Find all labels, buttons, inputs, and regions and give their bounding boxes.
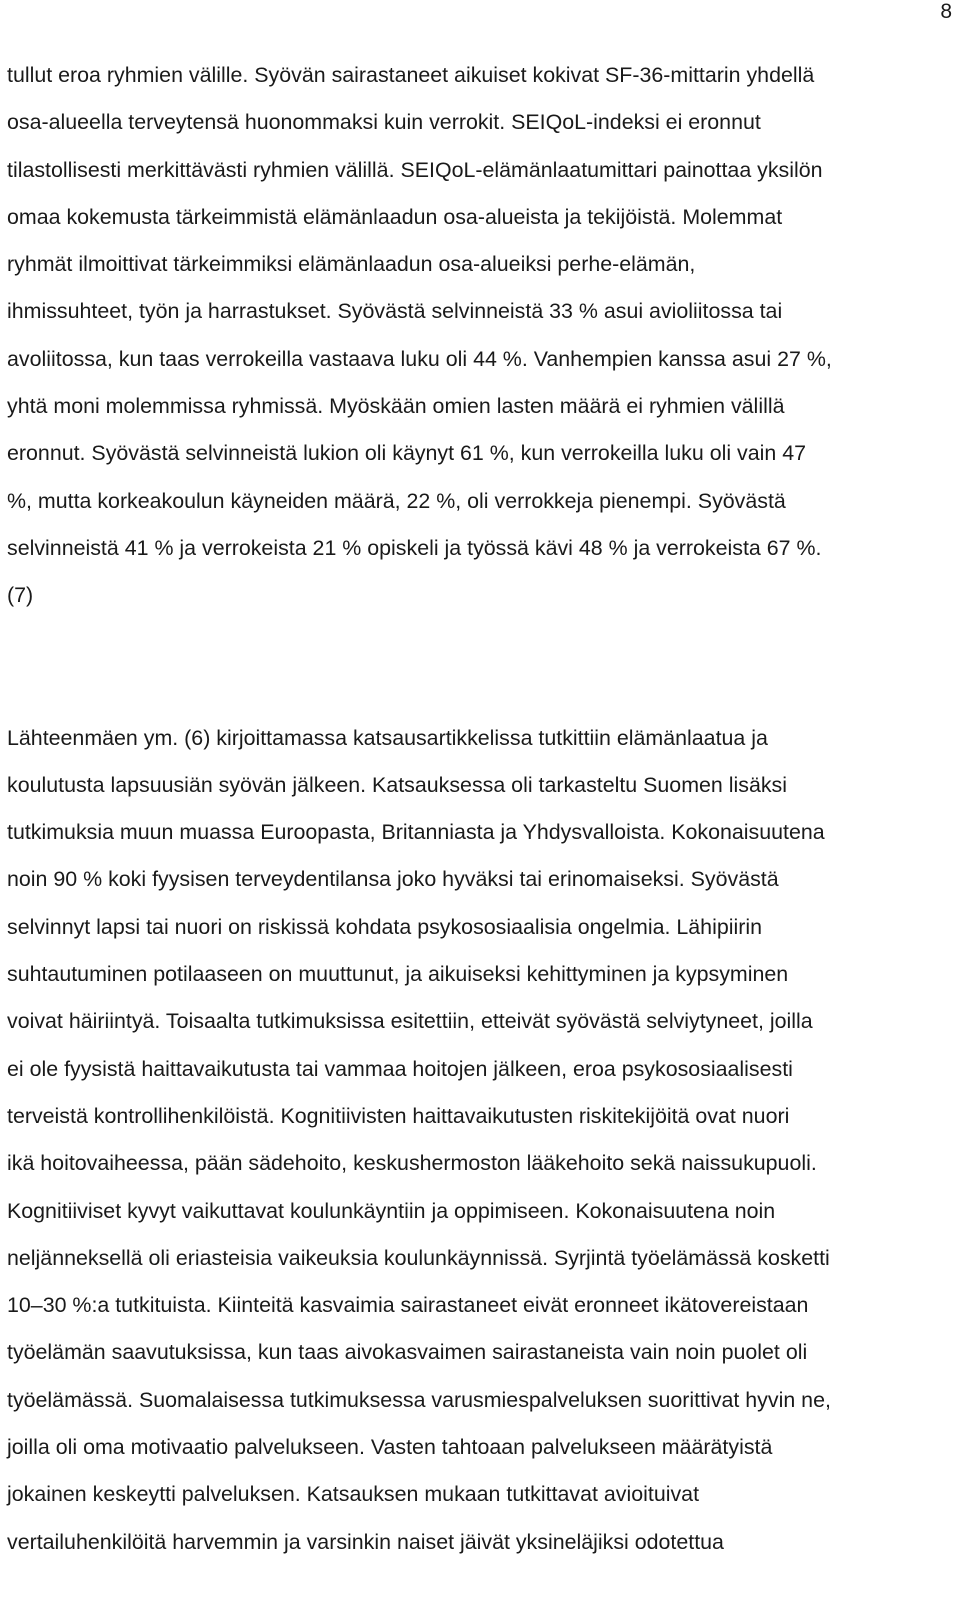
text-line: eronnut. Syövästä selvinneistä lukion oli käynyt 61 %, kun verrokeilla luku oli vain 47 bbox=[7, 441, 807, 466]
text-line: tilastollisesti merkittävästi ryhmien välillä. SEIQoL-elämänlaatumittari painottaa yksilön bbox=[7, 157, 823, 182]
text-line: terveistä kontrollihenkilöistä. Kognitiivisten haittavaikutusten riskitekijöitä ovat nuori bbox=[7, 1103, 790, 1128]
text-line: tutkimuksia muun muassa Euroopasta, Britanniasta ja Yhdysvalloista. Kokonaisuutena bbox=[7, 820, 825, 845]
text-line: 10–30 %:a tutkituista. Kiinteitä kasvaimia sairastaneet eivät eronneet ikätovereistaan bbox=[7, 1293, 809, 1318]
text-line: Lähteenmäen ym. (6) kirjoittamassa katsausartikkelissa tutkittiin elämänlaatua ja bbox=[7, 725, 768, 750]
text-line: suhtautuminen potilaaseen on muuttunut, ja aikuiseksi kehittyminen ja kypsyminen bbox=[7, 962, 789, 987]
text-line: vertailuhenkilöitä harvemmin ja varsinkin naiset jäivät yksineläjiksi odotettua bbox=[7, 1529, 724, 1554]
text-line: koulutusta lapsuusiän syövän jälkeen. Katsauksessa oli tarkasteltu Suomen lisäksi bbox=[7, 772, 787, 797]
text-line: (7) bbox=[7, 583, 34, 608]
paragraph-spacer bbox=[7, 620, 957, 715]
paragraph-1 bbox=[7, 52, 957, 620]
document-body bbox=[7, 52, 957, 1566]
text-line: voivat häiriintyä. Toisaalta tutkimuksissa esitettiin, etteivät syövästä selviytyneet, joilla bbox=[7, 1009, 813, 1034]
text-line: ei ole fyysistä haittavaikutusta tai vammaa hoitojen jälkeen, eroa psykososiaalisesti bbox=[7, 1056, 793, 1081]
text-line: työelämässä. Suomalaisessa tutkimuksessa varusmiespalveluksen suorittivat hyvin ne, bbox=[7, 1387, 831, 1412]
text-line: selvinneistä 41 % ja verrokeista 21 % opiskeli ja työssä kävi 48 % ja verrokeista 67 %. bbox=[7, 535, 822, 560]
text-line: ryhmät ilmoittivat tärkeimmiksi elämänlaadun osa-alueiksi perhe-elämän, bbox=[7, 252, 696, 277]
paragraph-2 bbox=[7, 715, 957, 1566]
text-line: yhtä moni molemmissa ryhmissä. Myöskään omien lasten määrä ei ryhmien välillä bbox=[7, 394, 785, 419]
text-line: tullut eroa ryhmien välille. Syövän sairastaneet aikuiset kokivat SF-36-mittarin yhdellä bbox=[7, 63, 815, 87]
text-line: neljänneksellä oli eriasteisia vaikeuksia koulunkäynnissä. Syrjintä työelämässä kosketti bbox=[7, 1245, 830, 1270]
text-line: omaa kokemusta tärkeimmistä elämänlaadun osa-alueista ja tekijöistä. Molemmat bbox=[7, 204, 783, 229]
page-number: 8 bbox=[940, 0, 952, 23]
text-line: ikä hoitovaiheessa, pään sädehoito, keskushermoston lääkehoito sekä naissukupuoli. bbox=[7, 1151, 817, 1176]
text-line: avoliitossa, kun taas verrokeilla vastaava luku oli 44 %. Vanhempien kanssa asui 27 %, bbox=[7, 346, 832, 371]
text-line: joilla oli oma motivaatio palvelukseen. Vasten tahtoaan palvelukseen määrätyistä bbox=[7, 1435, 773, 1460]
text-line: Kognitiiviset kyvyt vaikuttavat koulunkäyntiin ja oppimiseen. Kokonaisuutena noin bbox=[7, 1198, 776, 1223]
text-line: %, mutta korkeakoulun käyneiden määrä, 22 %, oli verrokkeja pienempi. Syövästä bbox=[7, 488, 786, 513]
text-line: työelämän saavutuksissa, kun taas aivokasvaimen sairastaneista vain noin puolet oli bbox=[7, 1340, 808, 1365]
text-line: osa-alueella terveytensä huonommaksi kuin verrokit. SEIQoL-indeksi ei eronnut bbox=[7, 110, 761, 135]
text-line: ihmissuhteet, työn ja harrastukset. Syövästä selvinneistä 33 % asui avioliitossa tai bbox=[7, 299, 783, 324]
text-line: noin 90 % koki fyysisen terveydentilansa joko hyväksi tai erinomaiseksi. Syövästä bbox=[7, 867, 779, 892]
text-line: jokainen keskeytti palveluksen. Katsauksen mukaan tutkittavat avioituivat bbox=[7, 1482, 700, 1507]
text-line: selvinnyt lapsi tai nuori on riskissä kohdata psykososiaalisia ongelmia. Lähipiirin bbox=[7, 914, 763, 939]
